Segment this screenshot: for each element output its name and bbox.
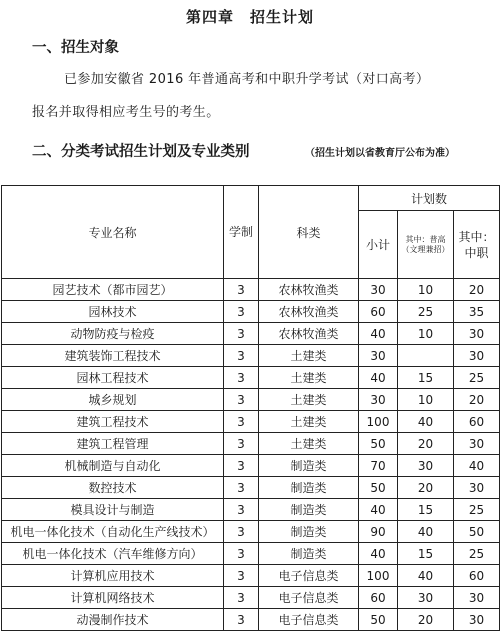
cell-general: 40 (398, 521, 454, 543)
table-row (2, 455, 500, 477)
cell-years: 3 (224, 345, 259, 367)
table-row (2, 587, 500, 609)
cell-vocational: 20 (454, 389, 500, 411)
header-general: 其中：普高（文理兼招） (398, 211, 454, 279)
cell-years: 3 (224, 477, 259, 499)
cell-vocational: 20 (454, 279, 500, 301)
cell-major: 计算机网络技术 (2, 587, 224, 609)
cell-category: 制造类 (259, 521, 359, 543)
cell-category: 电子信息类 (259, 587, 359, 609)
header-major: 专业名称 (2, 186, 224, 279)
cell-vocational: 25 (454, 543, 500, 565)
cell-vocational: 60 (454, 411, 500, 433)
cell-category: 制造类 (259, 543, 359, 565)
cell-subtotal: 60 (359, 301, 398, 323)
cell-major: 建筑工程管理 (2, 433, 224, 455)
table-row (2, 499, 500, 521)
cell-vocational: 30 (454, 587, 500, 609)
section-note: （招生计划以省教育厅公布为准） (305, 148, 455, 159)
table-row (2, 565, 500, 587)
header-vocational: 其中：中职 (454, 211, 500, 279)
cell-subtotal: 40 (359, 323, 398, 345)
cell-general: 15 (398, 367, 454, 389)
cell-category: 制造类 (259, 455, 359, 477)
cell-subtotal: 90 (359, 521, 398, 543)
cell-major: 动漫制作技术 (2, 609, 224, 631)
cell-general: 40 (398, 565, 454, 587)
cell-years: 3 (224, 367, 259, 389)
cell-years: 3 (224, 499, 259, 521)
cell-category: 土建类 (259, 345, 359, 367)
cell-general: 40 (398, 411, 454, 433)
cell-subtotal: 100 (359, 411, 398, 433)
table-row (2, 411, 500, 433)
cell-subtotal: 50 (359, 609, 398, 631)
header-subtotal: 小计 (359, 211, 398, 279)
cell-years: 3 (224, 279, 259, 301)
cell-category: 电子信息类 (259, 565, 359, 587)
cell-major: 城乡规划 (2, 389, 224, 411)
cell-category: 制造类 (259, 499, 359, 521)
header-category: 科类 (259, 186, 359, 279)
cell-category: 制造类 (259, 477, 359, 499)
cell-vocational: 25 (454, 499, 500, 521)
cell-major: 动物防疫与检疫 (2, 323, 224, 345)
cell-major: 园艺技术（都市园艺） (2, 279, 224, 301)
cell-category: 农林牧渔类 (259, 323, 359, 345)
cell-category: 农林牧渔类 (259, 279, 359, 301)
cell-major: 数控技术 (2, 477, 224, 499)
paragraph-line-2: 报名并取得相应考生号的考生。 (32, 105, 220, 120)
table-row (2, 521, 500, 543)
cell-subtotal: 100 (359, 565, 398, 587)
section-heading-plan-categories: 二、分类考试招生计划及专业类别 (32, 144, 250, 160)
table-row (2, 367, 500, 389)
cell-general: 20 (398, 477, 454, 499)
cell-category: 土建类 (259, 433, 359, 455)
table-row (2, 323, 500, 345)
cell-vocational: 30 (454, 433, 500, 455)
cell-general (398, 345, 454, 367)
cell-major: 机电一体化技术（自动化生产线技术） (2, 521, 224, 543)
cell-general: 10 (398, 323, 454, 345)
cell-subtotal: 40 (359, 499, 398, 521)
cell-subtotal: 30 (359, 279, 398, 301)
cell-major: 园林技术 (2, 301, 224, 323)
cell-vocational: 30 (454, 477, 500, 499)
table-row (2, 345, 500, 367)
cell-major: 模具设计与制造 (2, 499, 224, 521)
cell-years: 3 (224, 521, 259, 543)
cell-subtotal: 30 (359, 389, 398, 411)
enrollment-plan-table (1, 185, 500, 631)
cell-category: 土建类 (259, 389, 359, 411)
chapter-title: 第四章 招生计划 (185, 8, 314, 26)
cell-vocational: 35 (454, 301, 500, 323)
cell-major: 机电一体化技术（汽车维修方向） (2, 543, 224, 565)
table-row (2, 433, 500, 455)
cell-subtotal: 50 (359, 477, 398, 499)
cell-vocational: 50 (454, 521, 500, 543)
cell-subtotal: 40 (359, 543, 398, 565)
cell-vocational: 30 (454, 345, 500, 367)
cell-subtotal: 40 (359, 367, 398, 389)
cell-general: 30 (398, 587, 454, 609)
cell-category: 农林牧渔类 (259, 301, 359, 323)
cell-vocational: 30 (454, 609, 500, 631)
cell-subtotal: 70 (359, 455, 398, 477)
cell-years: 3 (224, 565, 259, 587)
cell-general: 15 (398, 543, 454, 565)
section-heading-admission-target: 一、招生对象 (32, 40, 119, 56)
cell-years: 3 (224, 609, 259, 631)
table-row (2, 279, 500, 301)
table-row (2, 477, 500, 499)
cell-category: 电子信息类 (259, 609, 359, 631)
cell-major: 机械制造与自动化 (2, 455, 224, 477)
cell-vocational: 60 (454, 565, 500, 587)
cell-category: 土建类 (259, 367, 359, 389)
cell-general: 25 (398, 301, 454, 323)
cell-general: 15 (398, 499, 454, 521)
paragraph-line-1: 已参加安徽省 2016 年普通高考和中职升学考试（对口高考） (64, 72, 430, 87)
cell-subtotal: 60 (359, 587, 398, 609)
cell-years: 3 (224, 411, 259, 433)
table-row (2, 609, 500, 631)
header-plan: 计划数 (359, 186, 500, 211)
cell-years: 3 (224, 389, 259, 411)
table-row (2, 543, 500, 565)
cell-general: 20 (398, 609, 454, 631)
cell-years: 3 (224, 587, 259, 609)
cell-vocational: 25 (454, 367, 500, 389)
cell-major: 园林工程技术 (2, 367, 224, 389)
cell-major: 计算机应用技术 (2, 565, 224, 587)
header-years: 学制 (224, 186, 259, 279)
cell-years: 3 (224, 433, 259, 455)
cell-vocational: 40 (454, 455, 500, 477)
cell-subtotal: 30 (359, 345, 398, 367)
cell-major: 建筑装饰工程技术 (2, 345, 224, 367)
cell-general: 20 (398, 433, 454, 455)
cell-general: 30 (398, 455, 454, 477)
cell-years: 3 (224, 543, 259, 565)
cell-general: 10 (398, 389, 454, 411)
table-body (2, 279, 500, 631)
cell-years: 3 (224, 323, 259, 345)
cell-category: 土建类 (259, 411, 359, 433)
cell-major: 建筑工程技术 (2, 411, 224, 433)
cell-years: 3 (224, 301, 259, 323)
cell-years: 3 (224, 455, 259, 477)
table-row (2, 389, 500, 411)
cell-general: 10 (398, 279, 454, 301)
cell-subtotal: 50 (359, 433, 398, 455)
table-row (2, 301, 500, 323)
cell-vocational: 30 (454, 323, 500, 345)
